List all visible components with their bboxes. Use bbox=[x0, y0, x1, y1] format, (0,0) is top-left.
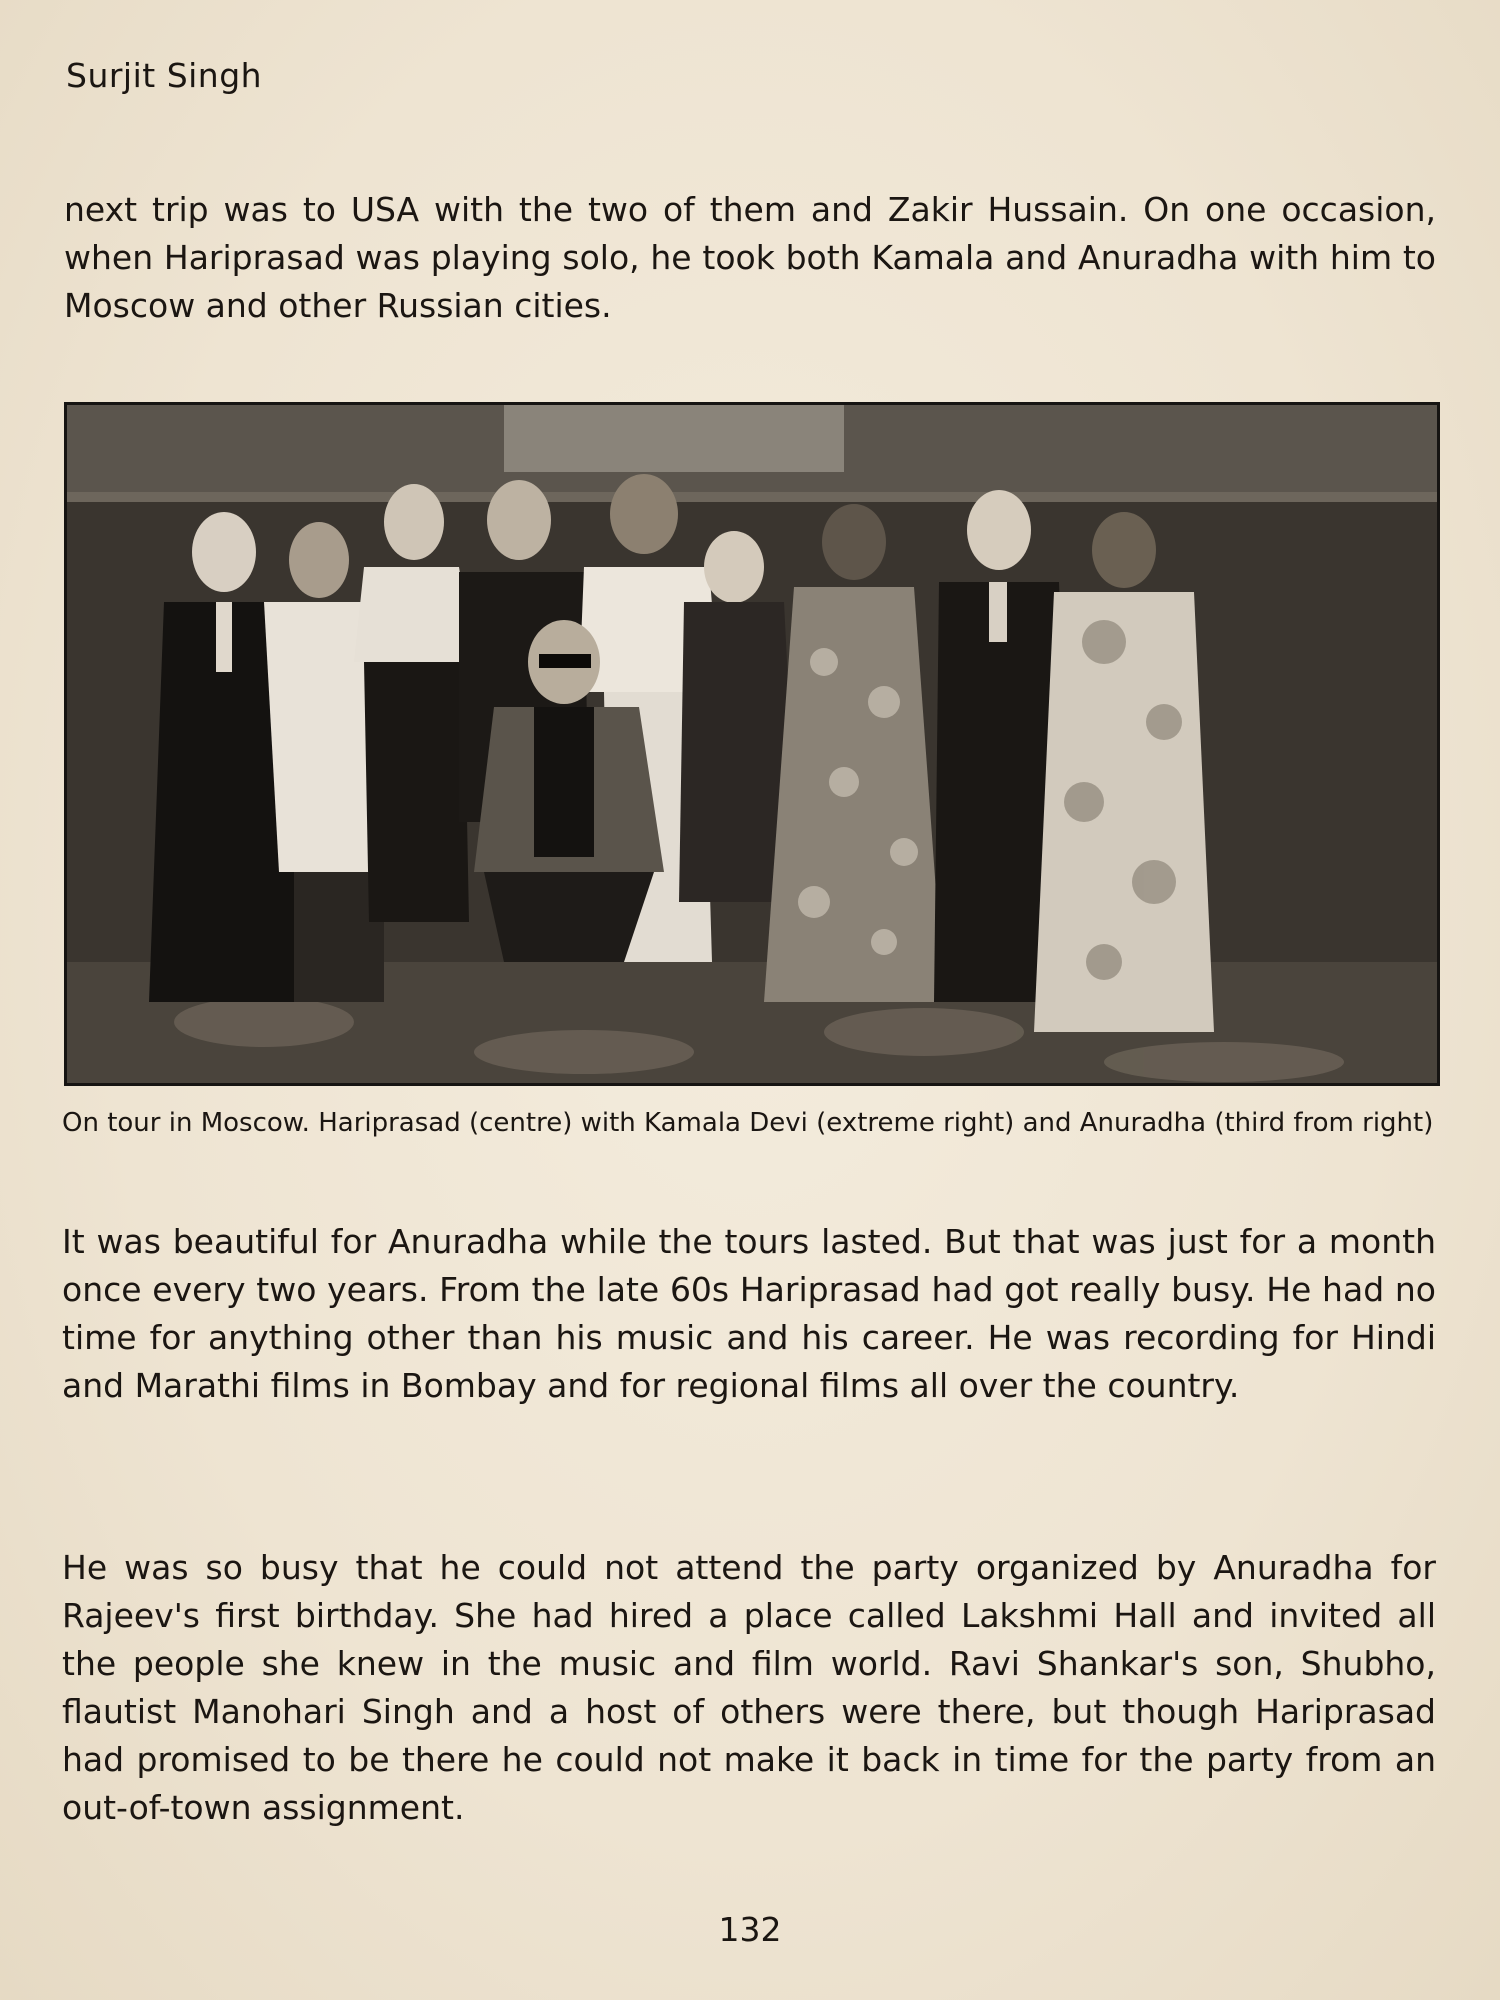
photo-caption: On tour in Moscow. Hariprasad (centre) with Kamala Devi (extreme right) and Anuradha (third from right) bbox=[62, 1108, 1434, 1138]
group-photo bbox=[64, 402, 1440, 1086]
page-number: 132 bbox=[718, 1910, 782, 1949]
paragraph-1: next trip was to USA with the two of them and Zakir Hussain. On one occasion, when Hariprasad was playing solo, he took both Kamala and Anuradha with him to Moscow and other Russian cities. bbox=[64, 190, 1436, 325]
paragraph-3: He was so busy that he could not attend the party organized by Anuradha for Rajeev's first birthday. She had hired a place called Lakshmi Hall and invited all the people she knew in the music and film world. Ravi Shankar's son, Shubho, flautist Manohari Singh and a host of others were there, but though Hariprasad had promised to be there he could not make it back in time for the party from an out-of-town assignment. bbox=[62, 1548, 1436, 1827]
paragraph-2: It was beautiful for Anuradha while the tours lasted. But that was just for a month once every two years. From the late 60s Hariprasad had got really busy. He had no time for anything other than his music and his career. He was recording for Hindi and Marathi films in Bombay and for regional films all over the country. bbox=[62, 1222, 1436, 1405]
running-head: Surjit Singh bbox=[66, 56, 263, 95]
